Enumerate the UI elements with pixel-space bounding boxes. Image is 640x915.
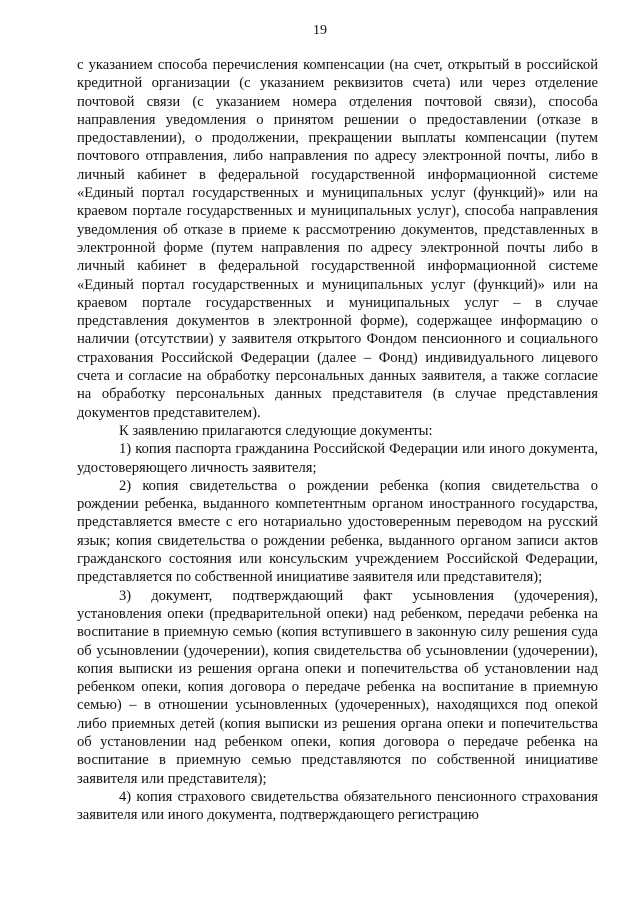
document-body	[77, 56, 598, 824]
list-item-birth-certificate: 2) копия свидетельства о рождении ребенка (копия свидетельства о рождении ребенка, выданного компетентным органом иностранного государства, представляется вместе с его нотариально удостоверенным переводом на русский язык; копия свидетельства о рождении ребенка, выданного органом записи актов гражданского состояния или консульским учреждением Российской Федерации, представляется по собственной инициативе заявителя или представителя);	[77, 477, 598, 586]
list-item-insurance-certificate: 4) копия страхового свидетельства обязательного пенсионного страхования заявителя или иного документа, подтверждающего регистрацию	[77, 788, 598, 824]
list-item-passport-copy: 1) копия паспорта гражданина Российской Федерации или иного документа, удостоверяющего личность заявителя;	[77, 441, 598, 476]
paragraph-attached-documents-intro: К заявлению прилагаются следующие документы:	[119, 422, 433, 439]
paragraph-application-content: с указанием способа перечисления компенсации (на счет, открытый в российской кредитной организации (с указанием реквизитов счета) или через отделение почтовой связи (с указанием номера отделения почтовой связи), способа направления уведомления о принятом решении о предоставлении (отказе в предоставлении), о продолжении, прекращении выплаты компенсации (путем почтового отправления, либо направления по адресу электронной почты, либо в личный кабинет в федеральной государственной информационной системе «Единый портал государственных и муниципальных услуг (функций)» или на краевом портале государственных и муниципальных услуг), способа направления уведомления об отказе в приеме к рассмотрению документов, представленных в электронной форме (путем направления по адресу электронной почты либо в личный кабинет в федеральной государственной информационной системе «Единый портал государственных и муниципальных услуг (функций)» или на краевом портале государственных и муниципальных услуг – в случае представления документов в электронной форме), содержащее информацию о наличии (отсутствии) у заявителя открытого Фондом пенсионного и социального страхования Российской Федерации (далее – Фонд) индивидуального лицевого счета и согласие на обработку персональных данных заявителя, а также согласие на обработку персональных данных представителя (в случае представления документов представителем).	[77, 57, 598, 421]
page-number: 19	[313, 23, 327, 38]
list-item-adoption-document: 3) документ, подтверждающий факт усыновления (удочерения), установления опеки (предварительной опеки) над ребенком, передачи ребенка на воспитание в приемную семью (копия вступившего в законную силу решения суда об усыновлении (удочерении), копия свидетельства об усыновлении (удочерении), копия выписки из решения органа опеки и попечительства об установлении над ребенком опеки, копия договора о передаче ребенка на воспитание в приемную семью) – в отношении усыновленных (удочеренных), находящихся под опекой либо приемных детей (копия выписки из решения органа опеки и попечительства об установлении над ребенком опеки, копия договора о передаче ребенка на воспитание в приемную семью представляются по собственной инициативе заявителя или представителя);	[77, 587, 598, 787]
